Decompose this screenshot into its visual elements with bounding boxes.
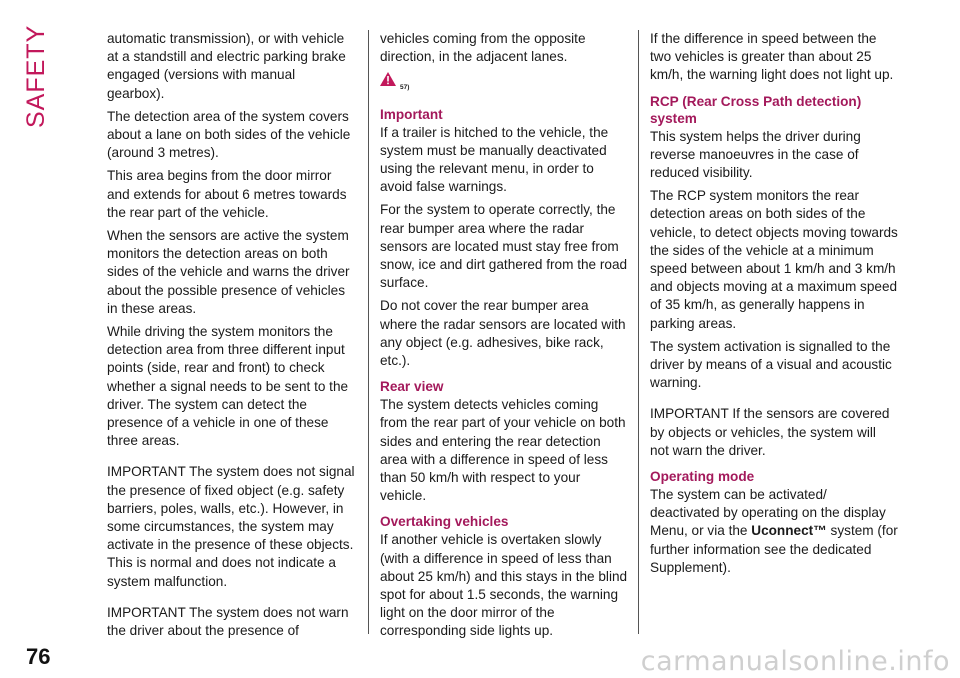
- paragraph: This area begins from the door mirror and extends for about 6 metres towards the rear part of the vehicle.: [107, 168, 347, 220]
- paragraph: IMPORTANT If the sensors are covered by objects or vehicles, the system will not warn the driver.: [650, 406, 890, 458]
- paragraph: IMPORTANT The system does not warn the driver about the presence of: [107, 604, 349, 639]
- warning-triangle-icon: [380, 72, 396, 86]
- paragraph: The detection area of the system covers about a lane on both sides of the vehicle (around 3 metres).: [107, 108, 351, 161]
- paragraph: If the difference in speed between the two vehicles is greater than about 25 km/h, the warning light does not light up.: [650, 31, 894, 83]
- text-column-1: [107, 30, 355, 645]
- paragraph: When the sensors are active the system monitors the detection areas on both sides of the vehicle and warns the driver about the possible presence of vehicles in these areas.: [107, 228, 350, 316]
- heading-overtaking-vehicles: Overtaking vehicles: [380, 514, 509, 530]
- section-tab-label: SAFETY: [22, 24, 50, 128]
- text-column-2: [380, 30, 628, 646]
- paragraph: [650, 486, 898, 577]
- heading-rear-view: Rear view: [380, 379, 444, 395]
- heading-operating-mode: Operating mode: [650, 469, 755, 485]
- paragraph: automatic transmission), or with vehicle at a standstill and electric parking brake engaged (versions with manual gearbox).: [107, 31, 346, 101]
- text-span: The system can be activated/ deactivated by operating on the display Menu, or via the: [650, 487, 886, 539]
- paragraph: If another vehicle is overtaken slowly (with a difference in speed of less than about 25 km/h) and this stays in the blind spot for about 1.5 seconds, the warning light on the door mirror of the corresponding side lights up.: [380, 532, 628, 639]
- paragraph: vehicles coming from the opposite direction, in the adjacent lanes.: [380, 31, 586, 65]
- page-number: 76: [26, 644, 51, 669]
- paragraph: This system helps the driver during reverse manoeuvres in the case of reduced visibility.: [650, 128, 861, 181]
- column-divider: [368, 30, 369, 634]
- paragraph: While driving the system monitors the detection area from three different input points (side, rear and front) to check whether a signal needs to be sent to the driver. The system can detect the presence of a vehicle in one of these three areas.: [107, 324, 349, 449]
- paragraph: If a trailer is hitched to the vehicle, the system must be manually deactivated using the relevant menu, in order to avoid false warnings.: [380, 124, 609, 195]
- paragraph: Do not cover the rear bumper area where the radar sensors are located with any object (e.g. adhesives, bike rack, etc.).: [380, 298, 626, 369]
- paragraph: For the system to operate correctly, the rear bumper area where the radar sensors are located must stay free from snow, ice and dirt gathered from the road surface.: [380, 202, 628, 291]
- paragraph: IMPORTANT The system does not signal the presence of fixed object (e.g. safety barriers, poles, walls, etc.). However, in some circumstances, the system may activate in the presence of these objects. This is normal and does not indicate a system malfunction.: [107, 464, 355, 589]
- heading-rcp-system: RCP (Rear Cross Path detection) system: [650, 93, 862, 126]
- paragraph: The RCP system monitors the rear detection areas on both sides of the vehicle, to detect objects moving towards the sides of the vehicle at a minimum speed between about 1 km/h and 3 km/h and objects moving at a maximum speed of 35 km/h, as generally happens in parking areas.: [650, 188, 898, 331]
- text-column-3: [650, 30, 898, 582]
- warning-reference: [380, 72, 628, 97]
- paragraph: The system detects vehicles coming from the rear part of your vehicle on both sides and entering the rear detection area with a difference in speed of less than 50 km/h with respect to your vehicle.: [380, 397, 626, 504]
- paragraph: The system activation is signalled to the driver by means of a visual and acoustic warning.: [650, 338, 892, 391]
- text-span: system (for further information see the dedicated Supplement).: [650, 523, 898, 575]
- heading-important: Important: [380, 106, 443, 122]
- watermark: carmanualsonline.info: [640, 646, 950, 677]
- warning-ref-number: 57): [400, 84, 410, 92]
- column-divider: [638, 30, 639, 634]
- brand-name: Uconnect™: [751, 523, 827, 539]
- section-tab: [22, 24, 82, 128]
